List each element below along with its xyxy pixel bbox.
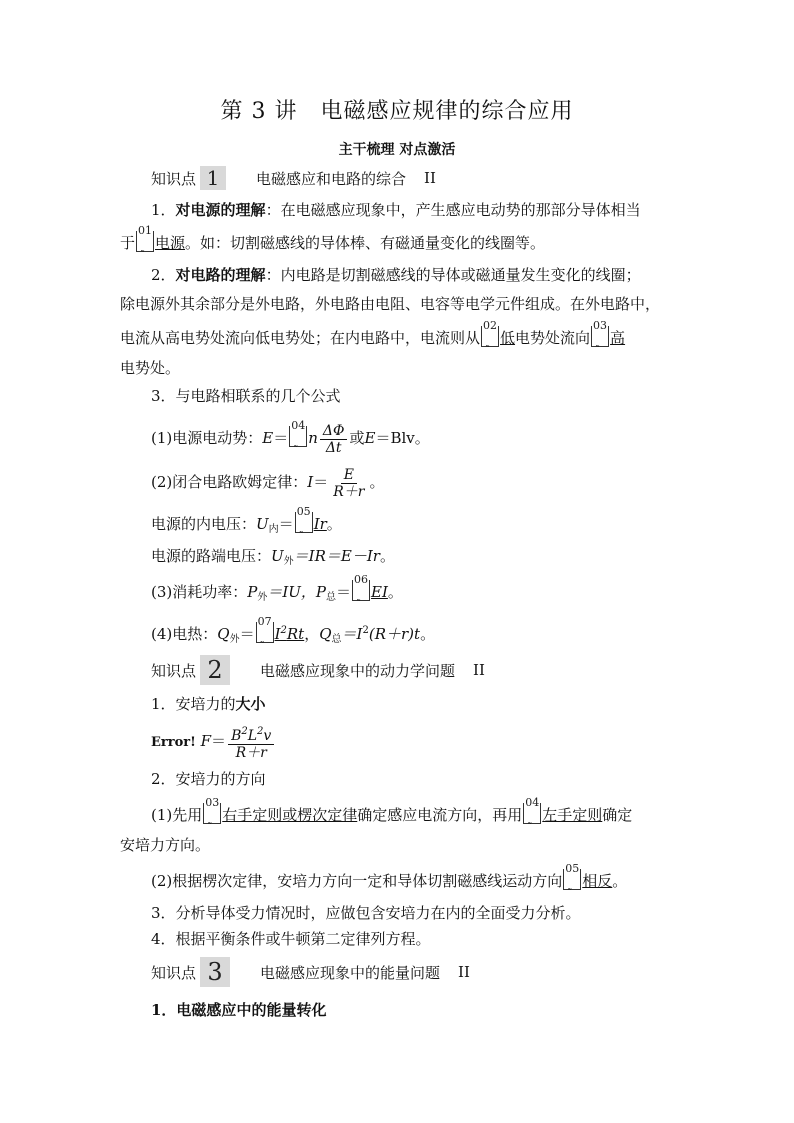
blank-marker-07: 07 ˜ bbox=[257, 615, 272, 652]
blank-marker-01: 01 ˜ bbox=[138, 224, 153, 261]
answer-06: EI bbox=[371, 583, 388, 601]
formula-power: (3)消耗功率：$P_外=IU$，$P_总=$ 06 ˜ EI。 bbox=[151, 573, 403, 610]
formula-terminal-voltage: 电源的路端电压：$U_外=IR=E-Ir$。 bbox=[151, 547, 395, 567]
kp-level: II bbox=[458, 963, 470, 981]
kp-level: II bbox=[473, 661, 485, 679]
paragraph-2-1-heading: 1．安培力的大小 bbox=[151, 695, 266, 713]
paragraph-1-2-line-2: 除电源外其余部分是外电路，外电路由电阻、电容等电学元件组成。在外电路中， bbox=[120, 295, 661, 313]
answer-07: $I^2Rt$ bbox=[274, 625, 305, 643]
kp-number-badge: 3 bbox=[200, 957, 230, 987]
blank-marker-06: 06 ˜ bbox=[354, 573, 369, 610]
paragraph-2-3-line-1: (1)先用 03 ˜ 右手定则或楞次定律确定感应电流方向，再用 04 ˜ 左手定则确定 bbox=[151, 796, 633, 833]
answer-2-05: 相反 bbox=[582, 872, 613, 890]
kp-label: 知识点 bbox=[151, 963, 197, 982]
section-subtitle: 主干梳理 对点激活 bbox=[338, 142, 456, 158]
blank-marker-03: 03 ˜ bbox=[593, 319, 608, 356]
formula-ohm-law: (2)闭合电路欧姆定律：I＝ $\frac{E}{R+r}$ 。 bbox=[151, 466, 385, 500]
page-title: 第 3 讲 电磁感应规律的综合应用 bbox=[220, 99, 574, 124]
paragraph-1-2-line-4: 电势处。 bbox=[120, 359, 181, 377]
paragraph-1-1-line-1: 1．对电源的理解：在电磁感应现象中，产生感应电动势的那部分导体相当 bbox=[151, 201, 641, 219]
knowledge-point-3-heading bbox=[151, 957, 470, 987]
answer-2-04: 左手定则 bbox=[542, 806, 603, 824]
kp-title: 电磁感应现象中的动力学问题 bbox=[260, 661, 456, 680]
formula-heat: (4)电热：$Q_外=$ 07 ˜ $I^2Rt$，$Q_总=I^2(R+r)t$。 bbox=[151, 615, 436, 652]
fraction-emf-over-resistance: $\frac{E}{R+r}$ bbox=[333, 466, 365, 500]
blank-marker-05: 05 ˜ bbox=[296, 505, 311, 542]
answer-03: 高 bbox=[610, 329, 626, 347]
formula-emf: (1)电源电动势：E＝ 04 ˜ n $\frac{\Delta\Phi}{\Delta t}$ 或E＝Blv。 bbox=[151, 419, 430, 456]
kp-number-badge: 2 bbox=[200, 655, 230, 685]
blank-marker-02: 02 ˜ bbox=[483, 319, 498, 356]
paragraph-2-5: 3．分析导体受力情况时，应做包含安培力在内的全面受力分析。 bbox=[151, 904, 581, 922]
knowledge-point-1-heading bbox=[151, 166, 436, 190]
answer-01: 电源 bbox=[155, 234, 186, 252]
kp-title: 电磁感应现象中的能量问题 bbox=[260, 963, 441, 982]
blank-marker-2-05: 05 ˜ bbox=[565, 862, 580, 899]
paragraph-2-4: (2)根据楞次定律，安培力方向一定和导体切割磁感线运动方向 05 ˜ 相反。 bbox=[151, 862, 628, 899]
paragraph-2-2-heading: 2．安培力的方向 bbox=[151, 770, 266, 788]
kp-label: 知识点 bbox=[151, 661, 197, 680]
answer-05: Ir bbox=[313, 515, 327, 533]
error-marker: Error! bbox=[151, 735, 196, 750]
kp-level: II bbox=[424, 169, 436, 187]
blank-marker-2-03: 03 ˜ bbox=[205, 796, 220, 833]
paragraph-2-3-line-2: 安培力方向。 bbox=[120, 836, 211, 854]
paragraph-3-1-heading: 1．电磁感应中的能量转化 bbox=[151, 1001, 327, 1019]
paragraph-1-2-line-1: 2．对电路的理解：内电路是切割磁感线的导体或磁通量发生变化的线圈； bbox=[151, 266, 641, 284]
term-circuit: 对电路的理解 bbox=[175, 266, 266, 284]
knowledge-point-2-heading bbox=[151, 655, 485, 685]
kp-label: 知识点 bbox=[151, 169, 197, 188]
formula-ampere-force: Error! F＝ $\frac{B^2L^2v}{R+r}$ bbox=[151, 722, 276, 762]
kp-number-badge: 1 bbox=[200, 166, 226, 190]
kp-title: 电磁感应和电路的综合 bbox=[256, 169, 407, 188]
blank-marker-2-04: 04 ˜ bbox=[525, 796, 540, 833]
fraction-ampere-force: $\frac{B^2L^2v}{R+r}$ bbox=[228, 724, 274, 761]
answer-02: 低 bbox=[500, 329, 516, 347]
term-power-source: 对电源的理解 bbox=[175, 201, 266, 219]
formula-internal-voltage: 电源的内电压：$U_内=$ 05 ˜ Ir。 bbox=[151, 505, 342, 542]
paragraph-2-6: 4．根据平衡条件或牛顿第二定律列方程。 bbox=[151, 930, 431, 948]
paragraph-1-1-line-2: 于 01 ˜ 电源。如：切割磁感线的导体棒、有磁通量变化的线圈等。 bbox=[120, 224, 546, 261]
paragraph-1-2-line-3: 电流从高电势处流向低电势处；在内电路中，电流则从 02 ˜ 低电势处流向 03 ˜ 高 bbox=[120, 319, 626, 356]
blank-marker-04: 04 ˜ bbox=[291, 419, 306, 456]
answer-2-03: 右手定则或楞次定律 bbox=[222, 806, 358, 824]
paragraph-1-3-heading: 3．与电路相联系的几个公式 bbox=[151, 387, 341, 405]
fraction-flux-over-time: $\frac{\Delta\Phi}{\Delta t}$ bbox=[320, 423, 348, 456]
